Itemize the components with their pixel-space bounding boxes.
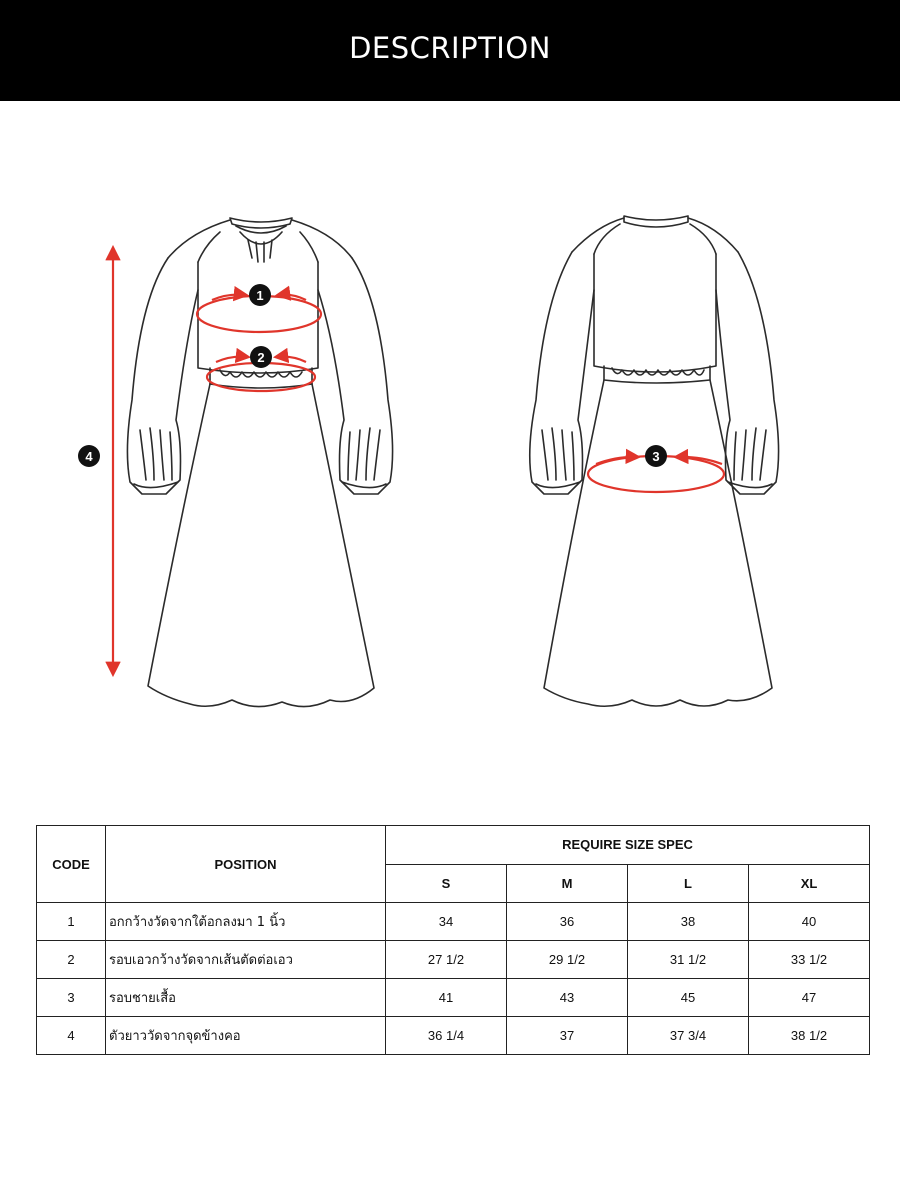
row-value-s: 36 1/4 [386,1017,507,1055]
header-bar [0,0,900,101]
row-value-m: 36 [507,903,628,941]
row-value-xl: 33 1/2 [749,941,870,979]
marker-4 [78,445,100,467]
row-value-m: 37 [507,1017,628,1055]
table-row [37,979,870,1017]
row-value-xl: 38 1/2 [749,1017,870,1055]
marker-3 [645,445,667,467]
position-header: POSITION [106,826,386,903]
row-value-xl: 47 [749,979,870,1017]
marker-4-label: 4 [85,449,93,464]
row-code: 2 [37,941,106,979]
marker-3-label: 3 [652,449,660,464]
size-header-s: S [386,864,507,903]
table-header-row [37,826,870,865]
marker-2-label: 2 [257,350,265,365]
page-title: DESCRIPTION [349,30,551,65]
row-value-l: 37 3/4 [628,1017,749,1055]
size-spec-table [36,825,870,1055]
row-position: ตัวยาววัดจากจุดข้างคอ [106,1017,386,1055]
size-header-xl: XL [749,864,870,903]
waist-arrow-left [216,357,248,362]
marker-1-label: 1 [256,288,264,303]
marker-2 [250,346,272,368]
marker-1 [249,284,271,306]
size-header-m: M [507,864,628,903]
table-row [37,903,870,941]
size-spec-header: REQUIRE SIZE SPEC [386,826,870,865]
row-value-m: 29 1/2 [507,941,628,979]
measurement-marks [113,248,724,674]
row-position: อกกว้างวัดจากใต้อกลงมา 1 นิ้ว [106,903,386,941]
row-value-l: 31 1/2 [628,941,749,979]
row-position: รอบเอวกว้างวัดจากเส้นตัดต่อเอว [106,941,386,979]
dress-diagram [0,101,900,801]
table-row [37,941,870,979]
size-header-l: L [628,864,749,903]
row-value-l: 38 [628,903,749,941]
row-value-s: 27 1/2 [386,941,507,979]
table-row [37,1017,870,1055]
waist-arrow-right [276,357,306,362]
row-value-s: 34 [386,903,507,941]
hem-arrow-left [596,457,638,464]
row-value-s: 41 [386,979,507,1017]
row-value-l: 45 [628,979,749,1017]
row-code: 3 [37,979,106,1017]
row-code: 1 [37,903,106,941]
row-value-xl: 40 [749,903,870,941]
row-code: 4 [37,1017,106,1055]
row-value-m: 43 [507,979,628,1017]
code-header: CODE [37,826,106,903]
row-position: รอบชายเสื้อ [106,979,386,1017]
